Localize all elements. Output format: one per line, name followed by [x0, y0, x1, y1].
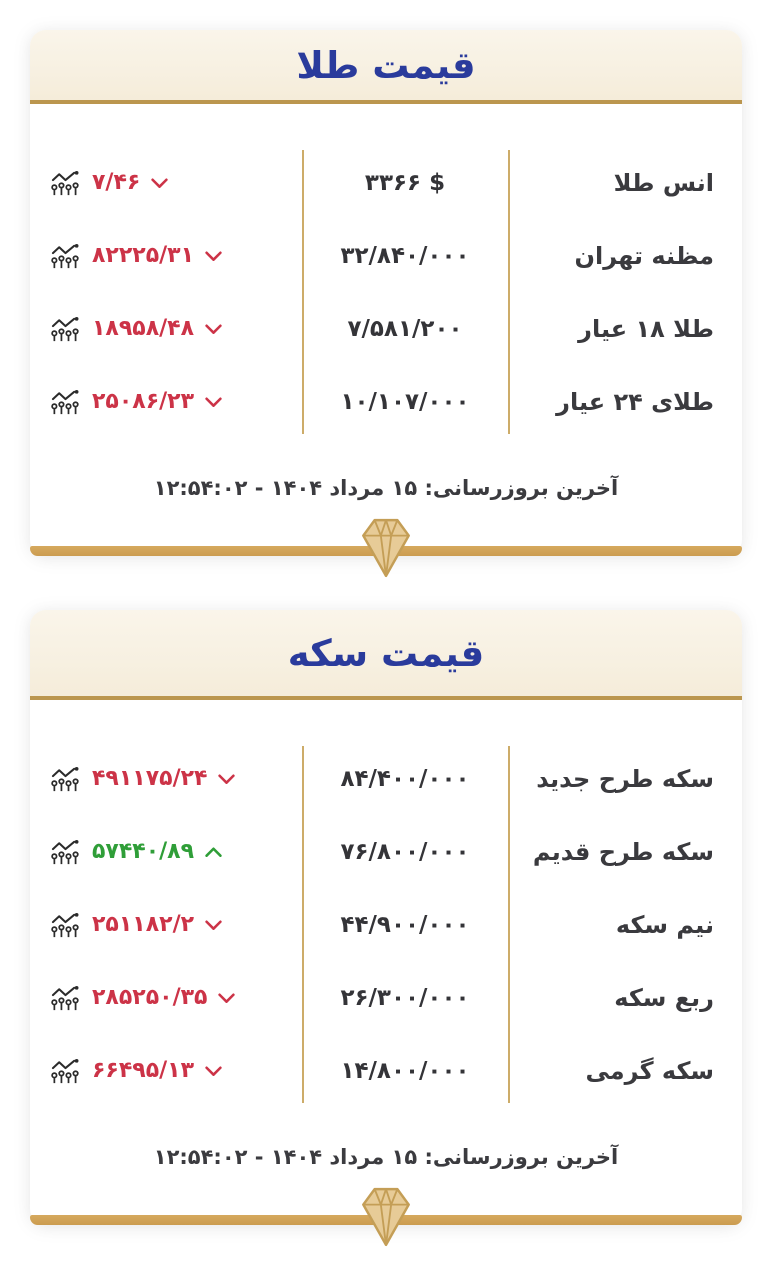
mini-line-chart-icon[interactable]	[50, 839, 81, 865]
chevron-down-icon	[205, 1066, 222, 1077]
mini-line-chart-icon[interactable]	[50, 316, 81, 342]
change-value: ۷/۴۶	[92, 170, 141, 195]
change-cell	[30, 316, 302, 342]
card-title: قیمت سکه	[287, 631, 485, 675]
card-footer	[30, 1215, 742, 1225]
price-value: ۱۴/۸۰۰/۰۰۰	[340, 1057, 470, 1084]
price-row	[30, 888, 742, 961]
change-cell	[30, 389, 302, 415]
chevron-down-icon	[205, 251, 222, 262]
chevron-down-icon	[218, 774, 235, 785]
change-value: ۲۸۵۲۵۰/۳۵	[92, 985, 208, 1010]
row-label: مظنه تهران	[574, 241, 714, 270]
change-cell	[30, 766, 302, 792]
price-row	[30, 146, 742, 219]
chevron-down-icon	[205, 324, 222, 335]
price-value: ۷/۵۸۱/۲۰۰	[347, 315, 463, 342]
mini-line-chart-icon[interactable]	[50, 912, 81, 938]
row-label: سکه طرح قدیم	[532, 837, 714, 866]
chevron-down-icon	[151, 178, 168, 189]
change-value: ۲۵۰۸۶/۲۳	[92, 389, 195, 414]
row-label: سکه طرح جدید	[536, 764, 714, 793]
last-updated: آخرین بروزرسانی: ۱۵ مرداد ۱۴۰۴ - ۱۲:۵۴:۰۲	[153, 476, 619, 500]
change-value: ۲۵۱۱۸۲/۲	[92, 912, 195, 937]
chevron-down-icon	[218, 993, 235, 1004]
column-divider	[302, 150, 304, 434]
row-label: سکه گرمی	[585, 1056, 714, 1085]
change-value: ۶۶۴۹۵/۱۳	[92, 1058, 195, 1083]
diamond-gem-icon	[357, 1184, 415, 1250]
price-table	[30, 700, 742, 1129]
mini-line-chart-icon[interactable]	[50, 389, 81, 415]
coin-price-card	[30, 610, 742, 1225]
chevron-up-icon	[205, 847, 222, 858]
price-value: ۲۶/۳۰۰/۰۰۰	[340, 984, 470, 1011]
price-row	[30, 742, 742, 815]
price-value: ۳۳۶۶ $	[364, 169, 446, 196]
row-label: طلا ۱۸ عیار	[578, 314, 714, 343]
change-value: ۴۹۱۱۷۵/۲۴	[92, 766, 208, 791]
price-value: ۸۴/۴۰۰/۰۰۰	[340, 765, 470, 792]
price-value: ۴۴/۹۰۰/۰۰۰	[340, 911, 470, 938]
change-cell	[30, 985, 302, 1011]
price-row	[30, 219, 742, 292]
price-value: ۱۰/۱۰۷/۰۰۰	[340, 388, 470, 415]
price-row	[30, 815, 742, 888]
price-table	[30, 104, 742, 460]
change-cell	[30, 839, 302, 865]
change-cell	[30, 170, 302, 196]
price-row	[30, 1034, 742, 1107]
row-label: طلای ۲۴ عیار	[556, 387, 714, 416]
row-label: نیم سکه	[615, 910, 714, 939]
mini-line-chart-icon[interactable]	[50, 766, 81, 792]
row-label: ربع سکه	[614, 983, 714, 1012]
mini-line-chart-icon[interactable]	[50, 985, 81, 1011]
change-value: ۱۸۹۵۸/۴۸	[92, 316, 195, 341]
price-row	[30, 365, 742, 438]
card-header	[30, 30, 742, 104]
gold-price-card	[30, 30, 742, 556]
column-divider	[302, 746, 304, 1103]
change-value: ۸۲۲۲۵/۳۱	[92, 243, 195, 268]
card-header	[30, 610, 742, 700]
mini-line-chart-icon[interactable]	[50, 170, 81, 196]
change-cell	[30, 243, 302, 269]
card-title: قیمت طلا	[296, 43, 476, 87]
chevron-down-icon	[205, 920, 222, 931]
change-cell	[30, 1058, 302, 1084]
row-label: انس طلا	[613, 168, 714, 197]
price-value: ۷۶/۸۰۰/۰۰۰	[340, 838, 470, 865]
chevron-down-icon	[205, 397, 222, 408]
change-value: ۵۷۴۴۰/۸۹	[92, 839, 195, 864]
mini-line-chart-icon[interactable]	[50, 1058, 81, 1084]
price-row	[30, 961, 742, 1034]
last-updated: آخرین بروزرسانی: ۱۵ مرداد ۱۴۰۴ - ۱۲:۵۴:۰۲	[153, 1145, 619, 1169]
mini-line-chart-icon[interactable]	[50, 243, 81, 269]
column-divider	[508, 150, 510, 434]
column-divider	[508, 746, 510, 1103]
diamond-gem-icon	[357, 515, 415, 581]
change-cell	[30, 912, 302, 938]
price-row	[30, 292, 742, 365]
card-footer	[30, 546, 742, 556]
price-value: ۳۲/۸۴۰/۰۰۰	[340, 242, 470, 269]
